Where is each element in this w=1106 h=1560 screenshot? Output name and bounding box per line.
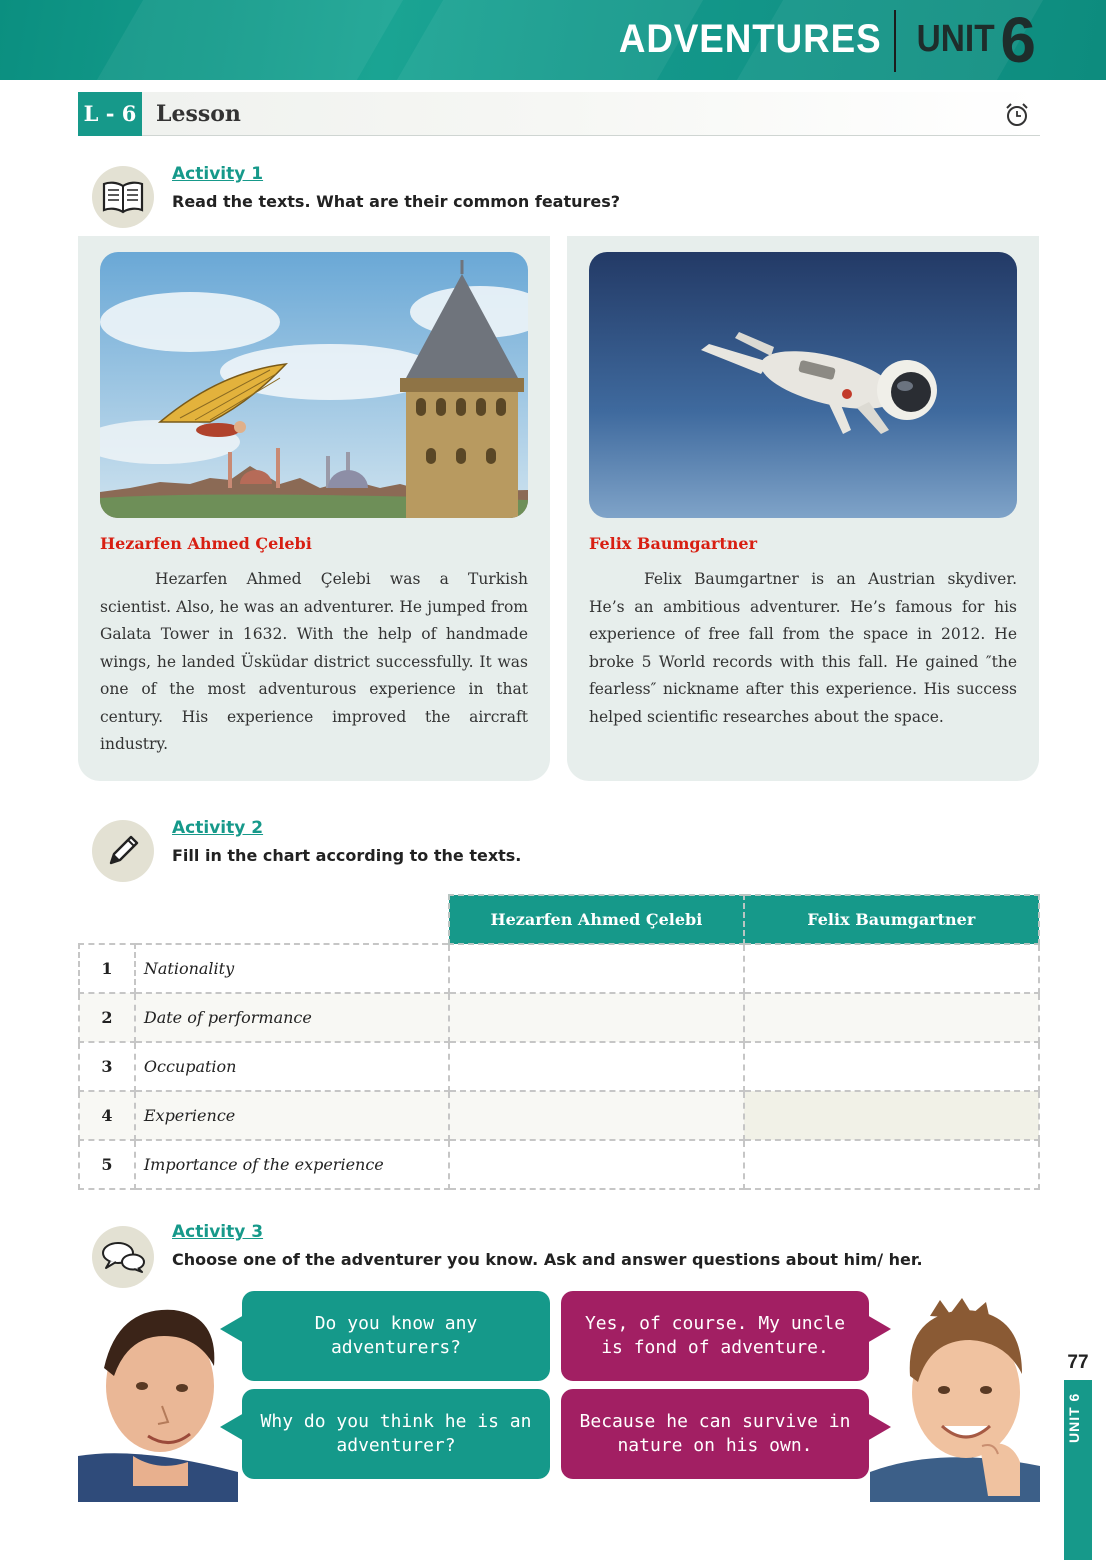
column-header-baumgartner: Felix Baumgartner — [744, 895, 1039, 944]
activity1-title: Activity 1 — [172, 164, 264, 184]
answer-cell[interactable] — [744, 993, 1039, 1042]
speech-bubble — [561, 1291, 869, 1381]
adventurer-name: Hezarfen Ahmed Çelebi — [100, 534, 312, 553]
activity1-instruction: Read the texts. What are their common features? — [172, 192, 621, 211]
activity2-instruction: Fill in the chart according to the texts. — [172, 846, 522, 865]
chart-row — [79, 1091, 1039, 1140]
answer-cell[interactable] — [449, 993, 743, 1042]
speech-bubbles-icon — [92, 1226, 154, 1288]
pencil-icon — [92, 820, 154, 882]
side-tab-label: UNIT 6 — [1066, 1392, 1082, 1444]
fill-in-chart — [78, 894, 1040, 1190]
speech-bubble — [242, 1389, 550, 1479]
row-label: Nationality — [135, 944, 449, 993]
speech-bubble — [561, 1389, 869, 1479]
answer-cell[interactable] — [449, 944, 743, 993]
boy-photo-left — [78, 1296, 238, 1502]
galata-tower-flight-image — [100, 252, 528, 518]
chart-row — [79, 993, 1039, 1042]
answer-cell[interactable] — [449, 1091, 743, 1140]
row-label: Date of performance — [135, 993, 449, 1042]
unit-theme-title: ADVENTURES — [619, 17, 882, 61]
dialogue-text: Yes, of course. My uncle is fond of adventure. — [584, 1313, 846, 1358]
chart-row — [79, 1042, 1039, 1091]
row-label: Experience — [135, 1091, 449, 1140]
row-label: Importance of the experience — [135, 1140, 449, 1189]
chart-row — [79, 944, 1039, 993]
row-number: 5 — [79, 1140, 135, 1189]
answer-cell[interactable] — [449, 1042, 743, 1091]
answer-cell[interactable] — [744, 1091, 1039, 1140]
row-label: Occupation — [135, 1042, 449, 1091]
text-card-hezarfen — [78, 236, 550, 781]
unit-number: 6 — [1000, 4, 1036, 76]
lesson-label: Lesson — [156, 101, 241, 127]
answer-cell[interactable] — [744, 1042, 1039, 1091]
row-number: 3 — [79, 1042, 135, 1091]
lesson-code: L - 6 — [78, 92, 142, 136]
activity3-instruction: Choose one of the adventurer you know. Ask and answer questions about him/ her. — [172, 1250, 923, 1269]
row-number: 4 — [79, 1091, 135, 1140]
adventurer-text: Felix Baumgartner is an Austrian skydiver. He’s an ambitious adventurer. He’s famous for his experience of free fall from the space in 2012. He broke 5 World records with this fall. He gained ″the fearless″ nickname after this experience. His success helped scientific researches about the space. — [589, 570, 1017, 726]
open-book-icon — [92, 166, 154, 228]
answer-cell[interactable] — [744, 1140, 1039, 1189]
activity3-title: Activity 3 — [172, 1222, 264, 1242]
skydiver-freefall-image — [589, 252, 1017, 518]
unit-title — [596, 4, 1036, 76]
column-header-hezarfen: Hezarfen Ahmed Çelebi — [449, 895, 743, 944]
answer-cell[interactable] — [744, 944, 1039, 993]
unit-header-band — [0, 0, 1106, 80]
speech-bubble — [242, 1291, 550, 1381]
row-number: 1 — [79, 944, 135, 993]
chart-row — [79, 1140, 1039, 1189]
unit-side-tab — [1064, 1380, 1092, 1560]
answer-cell[interactable] — [449, 1140, 743, 1189]
dialogue-text: Because he can survive in nature on his own. — [579, 1411, 851, 1456]
unit-word: UNIT — [916, 18, 995, 60]
dialogue-text: Do you know any adventurers? — [314, 1313, 478, 1358]
adventurer-name: Felix Baumgartner — [589, 534, 757, 553]
activity2-title: Activity 2 — [172, 818, 264, 838]
dialogue-text: Why do you think he is an adventurer? — [260, 1411, 532, 1456]
boy-photo-right — [870, 1296, 1040, 1502]
text-card-baumgartner — [567, 236, 1039, 781]
chart-header-row — [79, 895, 1039, 944]
page-number: 77 — [1067, 1352, 1089, 1373]
row-number: 2 — [79, 993, 135, 1042]
alarm-clock-icon — [1004, 102, 1030, 128]
lesson-bar — [78, 92, 1040, 136]
adventurer-text: Hezarfen Ahmed Çelebi was a Turkish scientist. Also, he was an adventurer. He jumped from Galata Tower in 1632. With the help of handmade wings, he landed Üsküdar district successfully. It was one of the most adventurous experience in that century. His experience improved the aircraft industry. — [100, 570, 528, 753]
